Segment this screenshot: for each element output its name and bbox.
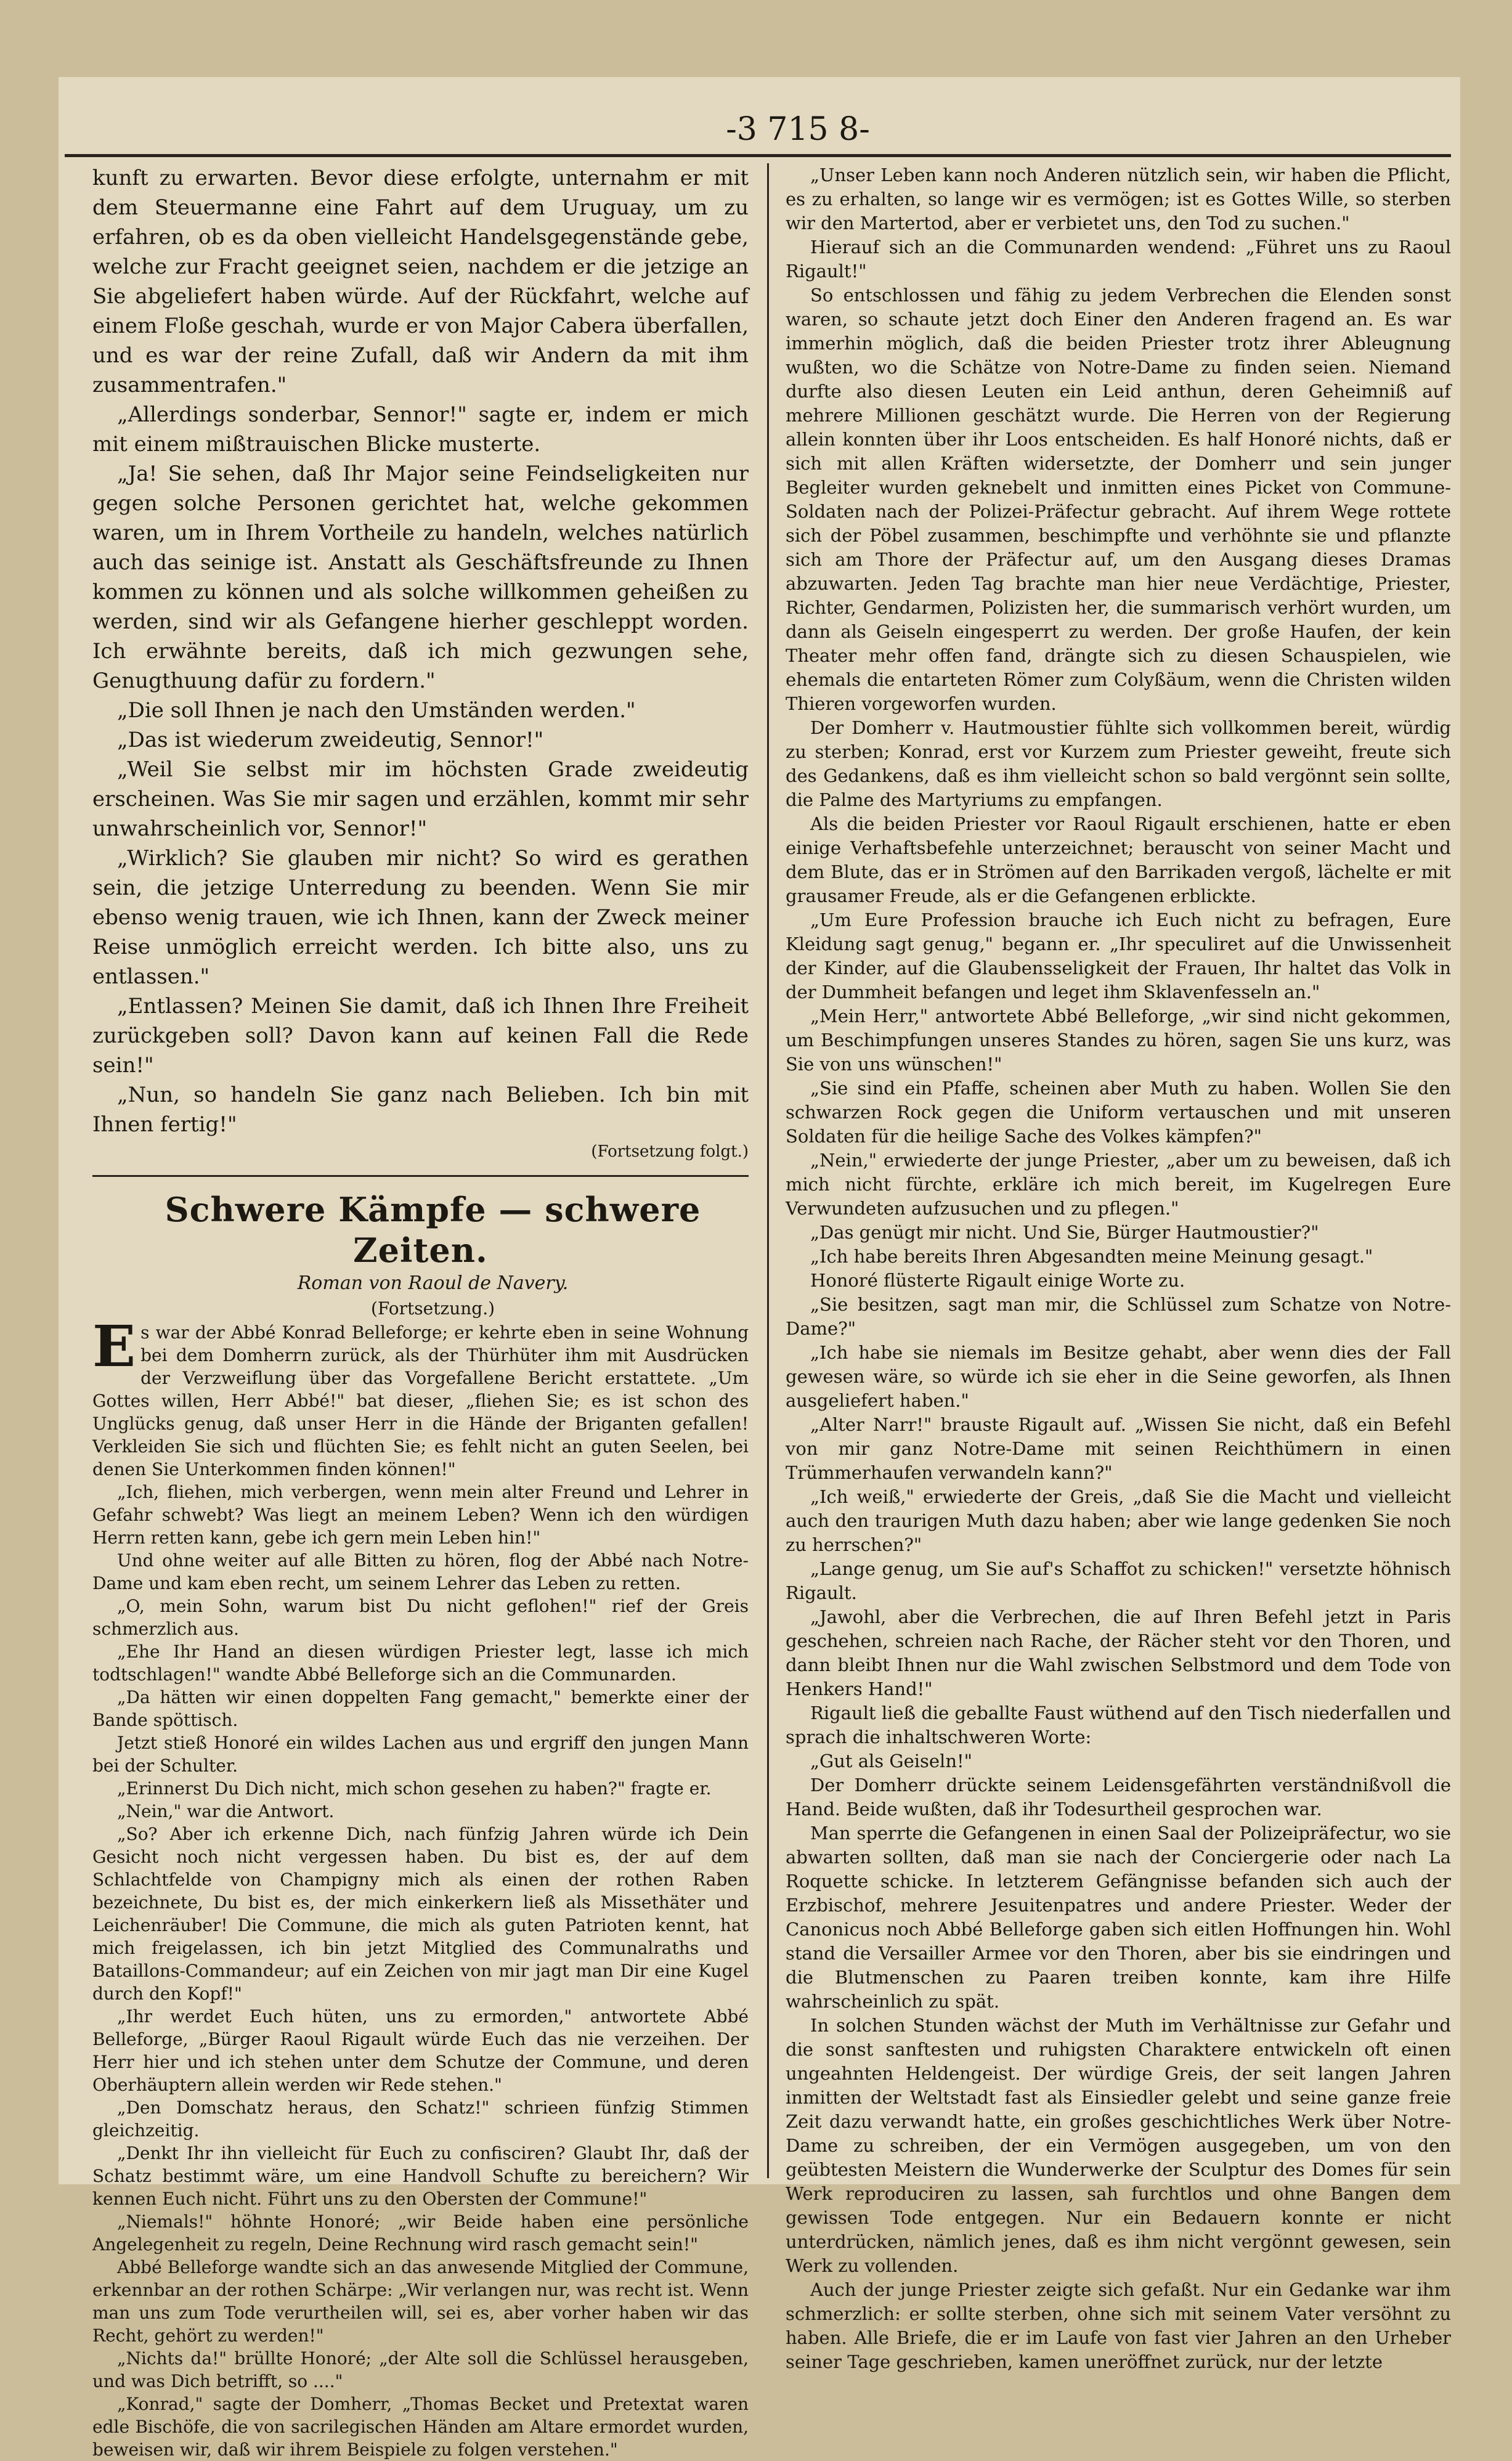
paragraph: „Niemals!" höhnte Honoré; „wir Beide haben eine persönliche Angelegenheit zu regeln, Deine Rechnung wird rasch gemacht sein!" — [92, 2211, 749, 2255]
paragraph: In solchen Stunden wächst der Muth im Verhältnisse zur Gefahr und die sonst sanftesten und ruhigsten Charaktere entwickeln oft einen ungeahnten Heldengeist. Der würdige Greis, der seit langen Jahren inmitten der Weltstadt fast als Einsiedler gelebt und seine ganze freie Zeit dazu verwandt hatte, ein großes geschichtliches Werk über Notre-Dame zu schreiben, der ein Vermögen ausgegeben, um von den geübtesten Meistern die Wunderwerke der Sculptur des Domes für sein Werk reproduciren zu lassen, sah furchtlos und ohne Bangen dem gewissen Tode entgegen. Nur ein Bedauern konnte er nicht unterdrücken, nämlich jenes, daß es ihm nicht vergönnt gewesen, sein Werk zu vollenden. — [786, 2015, 1451, 2276]
paragraph: „Da hätten wir einen doppelten Fang gemacht," bemerkte einer der Bande spöttisch. — [92, 1687, 749, 1730]
paragraph: Der Domherr drückte seinem Leidensgefährten verständnißvoll die Hand. Beide wußten, daß ihr Todesurtheil gesprochen war. — [786, 1775, 1451, 1820]
paragraph: „Jawohl, aber die Verbrechen, die auf Ihren Befehl jetzt in Paris geschehen, schreien nach Rache, der Rächer steht vor den Thoren, und dann bleibt Ihnen nur die Wahl zwischen Selbstmord und dem Tode von Henkers Hand!" — [786, 1606, 1451, 1699]
paragraph: „Ich weiß," erwiederte der Greis, „daß Sie die Macht und vielleicht auch den traurigen Muth dazu haben; aber wie lange gedenken Sie noch zu herrschen?" — [786, 1486, 1451, 1555]
drop-cap: E — [92, 1313, 136, 1380]
paragraph: „Die soll Ihnen je nach den Umständen werden." — [117, 698, 636, 723]
paragraph: „Mein Herr," antwortete Abbé Belleforge, „wir sind nicht gekommen, um Beschimpfungen unseres Standes zu hören, sagen Sie uns kurz, was Sie von uns wünschen!" — [786, 1006, 1451, 1075]
paragraph: „Entlassen? Meinen Sie damit, daß ich Ihnen Ihre Freiheit zurückgeben soll? Davon kann auf keinen Fall die Rede sein!" — [92, 994, 749, 1078]
paragraph: Jetzt stieß Honoré ein wildes Lachen aus und ergriff den jungen Mann bei der Schulter. — [92, 1733, 749, 1776]
continued-note: (Fortsetzung folgt.) — [591, 1142, 749, 1161]
paragraph: „Ehe Ihr Hand an diesen würdigen Priester legt, lasse ich mich todtschlagen!" wandte Abbé Belleforge sich an die Communarden. — [92, 1641, 749, 1685]
paragraph: „Nichts da!" brüllte Honoré; „der Alte soll die Schlüssel herausgeben, und was Dich betrifft, so ...." — [92, 2348, 749, 2391]
page-number: -3 715 8- — [726, 111, 870, 148]
paragraph: „Den Domschatz heraus, den Schatz!" schrieen fünfzig Stimmen gleichzeitig. — [92, 2097, 749, 2141]
paragraph: kunft zu erwarten. Bevor diese erfolgte, unternahm er mit dem Steuermanne eine Fahrt auf dem Uruguay, um zu erfahren, ob es da oben vielleicht Handelsgegenstände gebe, welche zur Fracht geeignet seien, nachdem er die jetzige an Sie abgeliefert haben würde. Auf der Rückfahrt, welche auf einem Floße geschah, wurde er von Major Cabera überfallen, und es war der reine Zufall, daß wir Andern da mit ihm zusammentrafen." — [92, 166, 749, 397]
paragraph: Honoré flüsterte Rigault einige Worte zu. — [810, 1270, 1185, 1291]
paragraph: Rigault ließ die geballte Faust wüthend auf den Tisch niederfallen und sprach die inhaltschweren Worte: — [786, 1702, 1451, 1747]
story-body — [92, 1313, 749, 2461]
paragraph: Der Domherr v. Hautmoustier fühlte sich vollkommen bereit, würdig zu sterben; Konrad, erst vor Kurzem zum Priester geweiht, freute sich des Gedankens, daß es ihm vielleicht schon so bald vergönnt sein sollte, die Palme des Martyriums zu empfangen. — [786, 717, 1451, 810]
paragraph: „Nein," war die Antwort. — [117, 1801, 335, 1821]
paragraph: „Alter Narr!" brauste Rigault auf. „Wissen Sie nicht, daß ein Befehl von mir ganz Notre-Dame mit seinen Reichthümern in einen Trümmerhaufen verwandeln kann?" — [786, 1414, 1451, 1483]
paragraph: „Gut als Geiseln!" — [810, 1751, 972, 1772]
section-rule — [92, 1175, 749, 1177]
story-first-paragraph — [92, 1313, 749, 1481]
paragraph: „Ich habe bereits Ihren Abgesandten meine Meinung gesagt." — [810, 1246, 1373, 1267]
paragraph: „Erinnerst Du Dich nicht, mich schon gesehen zu haben?" fragte er. — [117, 1778, 712, 1799]
paragraph: Man sperrte die Gefangenen in einen Saal der Polizeipräfectur, wo sie abwarten sollten, daß man sie nach der Conciergerie oder nach La Roquette schicke. In letzterem Gefängnisse befanden sich auch der Erzbischof, mehrere Jesuitenpatres und andere Priester. Weder der Canonicus noch Abbé Belleforge gaben sich eitlen Hoffnungen hin. Wohl stand die Versailler Armee vor den Thoren, aber bis sie eindringen und die Blutmenschen zu Paaren treiben konnte, kam ihre Hilfe wahrscheinlich zu spät. — [786, 1823, 1451, 2012]
paragraph: „Sie besitzen, sagt man mir, die Schlüssel zum Schatze von Notre-Dame?" — [786, 1294, 1451, 1339]
paragraph: Als die beiden Priester vor Raoul Rigault erschienen, hatte er eben einige Verhaftsbefehle unterzeichnet; berauscht von seiner Macht und dem Blute, das er in Strömen auf den Barrikaden vergoß, lächelte er mit grausamer Freude, als er die Gefangenen erblickte. — [786, 813, 1451, 906]
paragraph: Und ohne weiter auf alle Bitten zu hören, flog der Abbé nach Notre-Dame und kam eben recht, um seinem Lehrer das Leben zu retten. — [92, 1550, 749, 1593]
paragraph: „Ja! Sie sehen, daß Ihr Major seine Feindseligkeiten nur gegen solche Personen gerichtet hat, welche gekommen waren, um in Ihrem Vortheile zu handeln, welches natürlich auch das seinige ist. Anstatt als Geschäftsfreunde zu Ihnen kommen zu können und als solche willkommen geheißen zu werden, sind wir als Gefangene hierher geschleppt worden. Ich erwähnte bereits, daß ich mich gezwungen sehe, Genugthuung dafür zu fordern." — [92, 462, 749, 693]
paragraph: „Ich, fliehen, mich verbergen, wenn mein alter Freund und Lehrer in Gefahr schwebt? Was liegt an meinem Leben? Wenn ich den würdigen Herrn retten kann, gebe ich gern mein Leben hin!" — [92, 1482, 749, 1548]
right-column — [786, 163, 1451, 2372]
paragraph: „Sie sind ein Pfaffe, scheinen aber Muth zu haben. Wollen Sie den schwarzen Rock gegen die Uniform vertauschen und mit unseren Soldaten für die heilige Sache des Volkes kämpfen?" — [786, 1078, 1451, 1147]
paragraph: „Ihr werdet Euch hüten, uns zu ermorden," antwortete Abbé Belleforge, „Bürger Raoul Rigault würde Euch das nie verzeihen. Der Herr hier und ich stehen unter dem Schutze der Commune, und deren Oberhäuptern allein werden wir Rede stehen." — [92, 2006, 749, 2095]
novel-continuation — [92, 163, 749, 1139]
story-title: Schwere Kämpfe — schwere Zeiten. — [165, 1190, 701, 1270]
header-rule — [65, 154, 1451, 157]
paragraph: „Wirklich? Sie glauben mir nicht? So wird es gerathen sein, die jetzige Unterredung zu beenden. Wenn Sie mir ebenso wenig trauen, wie ich Ihnen, kann der Zweck meiner Reise unmöglich erreicht werden. Ich bitte also, uns zu entlassen." — [92, 846, 749, 989]
story-first-text: s war der Abbé Konrad Belleforge; er kehrte eben in seine Wohnung bei dem Domherrn zurück, als der Thürhüter ihm mit Ausdrücken der Verzweiflung über das Vorgefallene Bericht erstattete. „Um Gottes willen, Herr Abbé!" bat dieser, „fliehen Sie; es ist schon des Unglücks genug, daß unser Herr in die Hände der Briganten gefallen! Verkleiden Sie sich und flüchten Sie; es fehlt nicht an guten Seelen, bei denen Sie Unterkommen finden können!" — [92, 1322, 749, 1479]
paragraph: Auch der junge Priester zeigte sich gefaßt. Nur ein Gedanke war ihm schmerzlich: er sollte sterben, ohne sich mit seinem Vater versöhnt zu haben. Alle Briefe, die er im Laufe von fast vier Jahren an den Urheber seiner Tage geschrieben, kamen uneröffnet zurück, nur der letzte — [786, 2279, 1451, 2372]
paragraph: So entschlossen und fähig zu jedem Verbrechen die Elenden sonst waren, so schaute jetzt doch Einer den Anderen fragend an. Es war immerhin möglich, daß die beiden Priester trotz ihrer Ableugnung wußten, wo die Schätze von Notre-Dame zu finden seien. Niemand durfte also diesen Leuten ein Leid anthun, deren Geheimniß auf mehrere Millionen geschätzt wurde. Die Herren von der Regierung allein konnten über ihr Loos entscheiden. Es half Honoré nichts, daß er sich mit allen Kräften widersetzte, der Domherr und sein junger Begleiter wurden geknebelt und inmitten eines Picket von Commune-Soldaten nach der Polizei-Präfectur gebracht. Auf ihrem Wege rottete sich der Pöbel zusammen, beschimpfte und verhöhnte sie und pflanzte sich am Thore der Präfectur auf, um den Ausgang dieses Dramas abzuwarten. Jeden Tag brachte man hier neue Verdächtige, Priester, Richter, Gendarmen, Polizisten her, die summarisch verhört wurden, um dann als Geiseln eingesperrt zu werden. Der große Haufen, der kein Theater mehr offen fand, drängte sich zu diesen Schauspielen, wie ehemals die entarteten Römer zum Colyßäum, wenn die Christen wilden Thieren vorgeworfen wurden. — [786, 285, 1451, 714]
paragraph: „Ich habe sie niemals im Besitze gehabt, aber wenn dies der Fall gewesen wäre, so würde ich sie eher in die Seine geworfen, als Ihnen ausgeliefert haben." — [786, 1342, 1451, 1411]
paragraph: „Allerdings sonderbar, Sennor!" sagte er, indem er mich mit einem mißtrauischen Blicke musterte. — [92, 402, 749, 457]
paragraph: „So? Aber ich erkenne Dich, nach fünfzig Jahren würde ich Dein Gesicht noch nicht vergessen haben. Du bist es, der auf dem Schlachtfelde von Champigny mich als einen der rothen Raben bezeichnete, Du bist es, der mich einkerkern ließ als Missethäter und Leichenräuber! Die Commune, die mich als guten Patrioten kennt, hat mich freigelassen, ich bin jetzt Mitglied des Communalraths und Bataillons-Commandeur; auf ein Zeichen von mir jagt man Dir eine Kugel durch den Kopf!" — [92, 1824, 749, 2004]
paragraph: Hierauf sich an die Communarden wendend: „Führet uns zu Raoul Rigault!" — [786, 237, 1451, 282]
paragraph: „Weil Sie selbst mir im höchsten Grade zweideutig erscheinen. Was Sie mir sagen und erzählen, kommt mir sehr unwahrscheinlich vor, Sennor!" — [92, 757, 749, 841]
paragraph: „Konrad," sagte der Domherr, „Thomas Becket und Pretextat waren edle Bischöfe, die von sacrilegischen Händen am Altare ermordet wurden, beweisen wir, daß wir ihrem Beispiele zu folgen verstehen." — [92, 2394, 749, 2460]
paragraph: „Das genügt mir nicht. Und Sie, Bürger Hautmoustier?" — [810, 1222, 1319, 1243]
paragraph: „Das ist wiederum zweideutig, Sennor!" — [117, 728, 544, 752]
paragraph: „Lange genug, um Sie auf's Schaffot zu schicken!" versetzte höhnisch Rigault. — [786, 1558, 1451, 1603]
story-continuation-label: (Fortsetzung.) — [370, 1298, 495, 1319]
column-divider — [767, 163, 769, 2178]
paragraph: „Denkt Ihr ihn vielleicht für Euch zu confisciren? Glaubt Ihr, daß der Schatz bestimmt wäre, um eine Handvoll Schufte zu bereichern? Wir kennen Euch nicht. Führt uns zu den Obersten der Commune!" — [92, 2143, 749, 2209]
paragraph: „Nun, so handeln Sie ganz nach Belieben. Ich bin mit Ihnen fertig!" — [92, 1083, 749, 1137]
paragraph: „Unser Leben kann noch Anderen nützlich sein, wir haben die Pflicht, es zu erhalten, so lange wir es vermögen; ist es Gottes Wille, so sterben wir den Martertod, aber er verbietet uns, den Tod zu suchen." — [786, 165, 1451, 234]
paragraph: „Nein," erwiederte der junge Priester, „aber um zu beweisen, daß ich mich nicht fürchte, erkläre ich mich bereit, im Kugelregen Eure Verwundeten aufzusuchen und zu pflegen." — [786, 1150, 1451, 1219]
paragraph: „O, mein Sohn, warum bist Du nicht geflohen!" rief der Greis schmerzlich aus. — [92, 1596, 749, 1639]
story-byline: Roman von Raoul de Navery. — [297, 1272, 569, 1294]
paragraph: „Um Eure Profession brauche ich Euch nicht zu befragen, Eure Kleidung sagt genug," begann er. „Ihr speculiret auf die Unwissenheit der Kinder, auf die Glaubensseligkeit der Frauen, Ihr haltet das Volk in der Dummheit befangen und leget ihm Sklavenfesseln an." — [786, 909, 1451, 1003]
paragraph: Abbé Belleforge wandte sich an das anwesende Mitglied der Commune, erkennbar an der rothen Schärpe: „Wir verlangen nur, was recht ist. Wenn man uns zum Tode verurtheilen will, sei es, aber vorher haben wir das Recht, gehört zu werden!" — [92, 2257, 749, 2346]
left-column — [92, 163, 749, 2460]
newspaper-page — [59, 77, 1460, 2460]
